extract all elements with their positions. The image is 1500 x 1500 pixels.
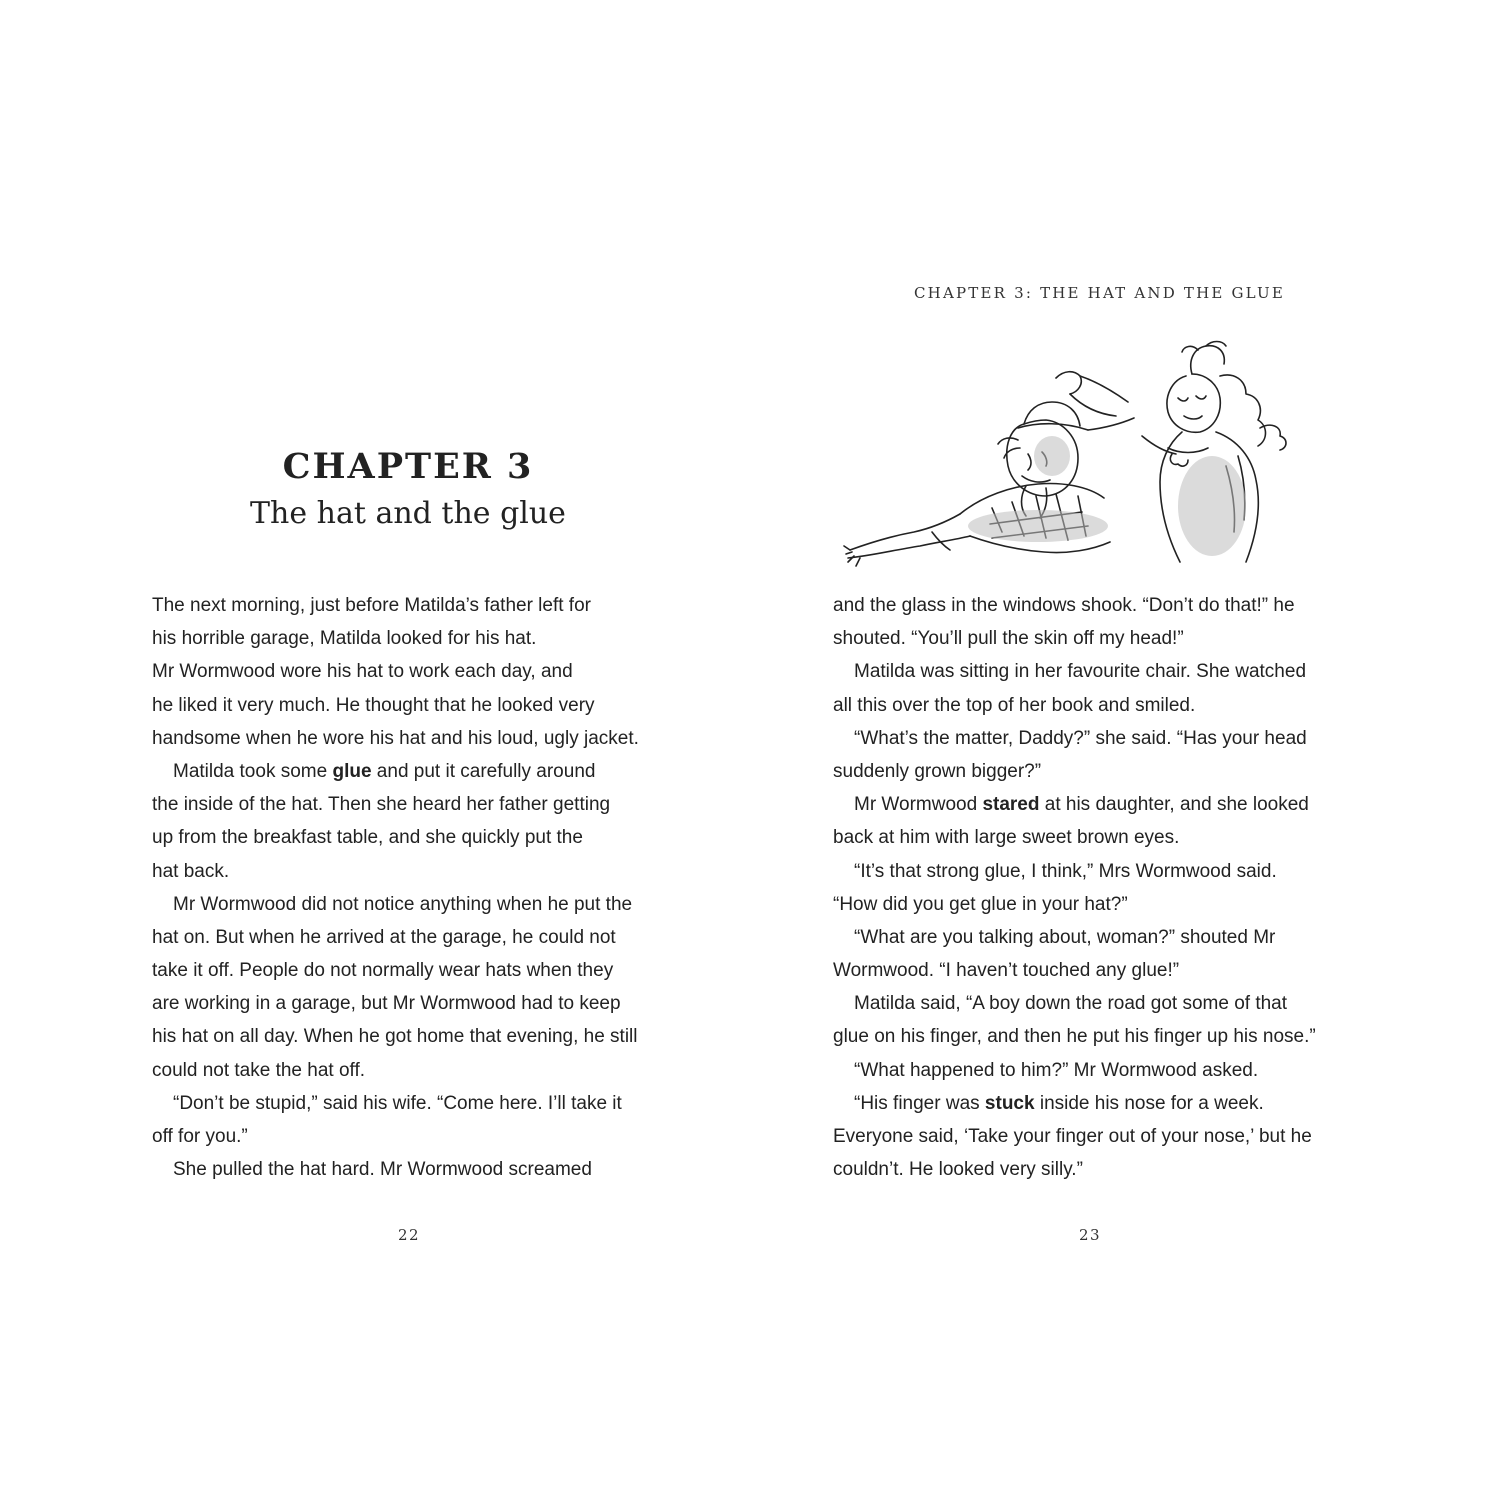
- text-line: “What happened to him?” Mr Wormwood asked.: [854, 1059, 1259, 1081]
- text-line: he liked it very much. He thought that he looked very: [152, 694, 595, 716]
- page-number-left: 22: [398, 1226, 421, 1244]
- text-segment: inside his nose for a week.: [1034, 1092, 1264, 1114]
- right-body-text: [833, 589, 1353, 1186]
- sketch-illustration: [842, 336, 1322, 576]
- bold-keyword: glue: [332, 760, 372, 782]
- text-line: hat back.: [152, 860, 230, 882]
- text-line: back at him with large sweet brown eyes.: [833, 827, 1180, 849]
- text-line: up from the breakfast table, and she quickly put the: [152, 827, 583, 849]
- chapter-label: CHAPTER 3: [282, 446, 534, 487]
- illustration-mrs-wormwood-pulling-hat: [842, 336, 1322, 576]
- text-line: are working in a garage, but Mr Wormwood had to keep: [152, 993, 621, 1015]
- text-line: hat on. But when he arrived at the garage, he could not: [152, 926, 616, 948]
- text-segment: at his daughter, and she looked: [1039, 794, 1309, 816]
- text-line: Matilda was sitting in her favourite chair. She watched: [854, 661, 1307, 683]
- text-line: all this over the top of her book and smiled.: [833, 694, 1196, 716]
- text-line: suddenly grown bigger?”: [833, 760, 1042, 782]
- left-body-text: [152, 589, 672, 1186]
- text-line: handsome when he wore his hat and his loud, ugly jacket.: [152, 727, 639, 749]
- text-line: and the glass in the windows shook. “Don’t do that!” he: [833, 595, 1295, 616]
- text-line: his horrible garage, Matilda looked for his hat.: [152, 628, 537, 650]
- text-line: “It’s that strong glue, I think,” Mrs Wormwood said.: [854, 860, 1277, 882]
- text-line: take it off. People do not normally wear hats when they: [152, 960, 614, 982]
- text-line: Wormwood. “I haven’t touched any glue!”: [833, 960, 1180, 982]
- page-number-right: 23: [1079, 1226, 1102, 1244]
- text-line: She pulled the hat hard. Mr Wormwood screamed: [173, 1159, 592, 1181]
- text-line: Mr Wormwood did not notice anything when he put the: [173, 893, 633, 915]
- running-head: CHAPTER 3: THE HAT AND THE GLUE: [914, 284, 1286, 302]
- text-line: Everyone said, ‘Take your finger out of your nose,’ but he: [833, 1126, 1312, 1147]
- chapter-title: The hat and the glue: [250, 496, 566, 531]
- text-line: [152, 755, 672, 788]
- text-line: “What’s the matter, Daddy?” she said. “Has your head: [854, 727, 1307, 749]
- text-line: could not take the hat off.: [152, 1059, 366, 1081]
- text-line: couldn’t. He looked very silly.”: [833, 1159, 1083, 1181]
- text-line: Matilda said, “A boy down the road got some of that: [854, 993, 1288, 1015]
- text-line: Mr Wormwood wore his hat to work each day, and: [152, 661, 573, 683]
- text-line: glue on his finger, and then he put his finger up his nose.”: [833, 1026, 1316, 1048]
- text-line: off for you.”: [152, 1126, 248, 1147]
- text-line: The next morning, just before Matilda’s father left for: [152, 595, 591, 616]
- text-segment: Matilda took some: [173, 760, 333, 782]
- text-line: shouted. “You’ll pull the skin off my head!”: [833, 628, 1184, 650]
- text-segment: Mr Wormwood: [854, 794, 983, 816]
- text-segment: “His finger was: [854, 1092, 985, 1114]
- text-line: “What are you talking about, woman?” shouted Mr: [854, 926, 1276, 948]
- text-line: his hat on all day. When he got home that evening, he still: [152, 1026, 638, 1048]
- bold-keyword: stared: [982, 794, 1040, 816]
- text-line: [833, 788, 1353, 821]
- bold-keyword: stuck: [984, 1092, 1035, 1114]
- text-line: the inside of the hat. Then she heard her father getting: [152, 794, 611, 816]
- text-segment: and put it carefully around: [371, 760, 596, 782]
- text-line: “Don’t be stupid,” said his wife. “Come here. I’ll take it: [173, 1092, 622, 1114]
- text-line: “How did you get glue in your hat?”: [833, 893, 1128, 915]
- text-line: [833, 1087, 1353, 1120]
